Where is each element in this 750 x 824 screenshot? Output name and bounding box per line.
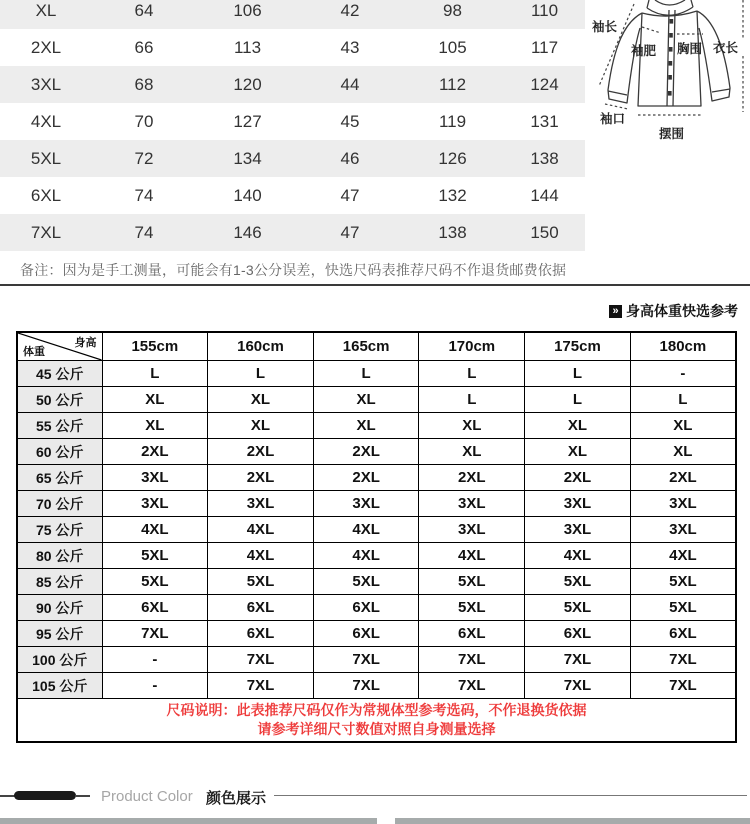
recommended-size-cell: 7XL: [419, 673, 525, 699]
recommended-size-cell: 4XL: [419, 543, 525, 569]
weight-table-row: [17, 595, 736, 621]
weight-label-cell: 80 公斤: [17, 543, 102, 569]
size-value-cell: 74: [134, 185, 154, 205]
recommended-size-cell: XL: [630, 413, 736, 439]
recommended-size-cell: L: [525, 361, 631, 387]
size-label-cell: XL: [35, 0, 57, 20]
recommended-size-cell: XL: [313, 413, 419, 439]
recommended-size-cell: 3XL: [630, 491, 736, 517]
corner-weight-label: 体重: [23, 346, 45, 358]
size-value-cell: 106: [233, 0, 262, 20]
recommended-size-cell: L: [102, 361, 208, 387]
recommended-size-cell: 7XL: [208, 673, 314, 699]
recommended-size-cell: 4XL: [208, 517, 314, 543]
hem-label: 摆围: [659, 127, 685, 141]
weight-label-cell: 100 公斤: [17, 647, 102, 673]
shirt-collar: [647, 0, 693, 15]
product-color-title-en: Product Color: [101, 788, 193, 805]
decorative-line: [0, 795, 15, 797]
size-table-row: [0, 177, 585, 214]
recommended-size-cell: -: [102, 647, 208, 673]
size-table-row: [0, 0, 585, 29]
decorative-black-bar: [14, 791, 76, 800]
weight-table-row: [17, 413, 736, 439]
recommended-size-cell: 5XL: [630, 569, 736, 595]
recommended-size-cell: 2XL: [208, 465, 314, 491]
recommended-size-cell: 3XL: [525, 491, 631, 517]
chest-label: 胸围: [677, 42, 703, 56]
size-value-cell: 45: [340, 111, 360, 131]
size-table-row: [0, 29, 585, 66]
recommended-size-cell: 4XL: [313, 517, 419, 543]
size-value-cell: 117: [530, 37, 559, 57]
recommended-size-cell: 5XL: [525, 595, 631, 621]
recommended-size-cell: 2XL: [208, 439, 314, 465]
weight-label-cell: 60 公斤: [17, 439, 102, 465]
height-column-header: 160cm: [208, 332, 314, 361]
recommended-size-cell: 7XL: [630, 647, 736, 673]
recommended-size-cell: 3XL: [419, 517, 525, 543]
shirt-right-sleeve: [697, 11, 730, 101]
recommended-size-cell: -: [102, 673, 208, 699]
size-value-cell: 120: [233, 74, 262, 94]
recommended-size-cell: XL: [525, 439, 631, 465]
cuff-label: 袖口: [600, 112, 626, 126]
size-value-cell: 70: [134, 111, 154, 131]
size-value-cell: 150: [530, 222, 559, 242]
height-weight-size-table: [16, 331, 737, 743]
size-value-cell: 68: [134, 74, 154, 94]
recommended-size-cell: 3XL: [208, 491, 314, 517]
weight-table-row: [17, 361, 736, 387]
recommended-size-cell: 7XL: [525, 647, 631, 673]
sleeve-length-measure-line: [599, 4, 634, 86]
recommended-size-cell: XL: [102, 387, 208, 413]
arrow-badge-icon: »: [609, 305, 622, 318]
height-column-header: 175cm: [525, 332, 631, 361]
size-value-cell: 98: [443, 0, 462, 20]
recommended-size-cell: L: [313, 361, 419, 387]
recommended-size-cell: 7XL: [525, 673, 631, 699]
recommended-size-cell: 5XL: [208, 569, 314, 595]
weight-table-row: [17, 387, 736, 413]
size-table-row: [0, 214, 585, 251]
size-value-cell: 105: [438, 37, 467, 57]
decorative-line: [274, 795, 747, 796]
recommended-size-cell: 5XL: [102, 543, 208, 569]
recommended-size-cell: XL: [208, 387, 314, 413]
weight-label-cell: 65 公斤: [17, 465, 102, 491]
recommended-size-cell: 7XL: [102, 621, 208, 647]
recommended-size-cell: 4XL: [208, 543, 314, 569]
recommended-size-cell: 6XL: [525, 621, 631, 647]
recommended-size-cell: L: [419, 361, 525, 387]
weight-label-cell: 75 公斤: [17, 517, 102, 543]
size-label-cell: 5XL: [30, 148, 62, 168]
size-value-cell: 138: [438, 222, 467, 242]
size-value-cell: 113: [233, 37, 262, 57]
table-header-row: [17, 332, 736, 361]
recommended-size-cell: 4XL: [525, 543, 631, 569]
size-value-cell: 64: [134, 0, 154, 20]
size-measurement-table: [0, 0, 585, 251]
size-table-row: [0, 140, 585, 177]
size-table-row: [0, 103, 585, 140]
size-value-cell: 134: [233, 148, 262, 168]
size-label-cell: 7XL: [30, 222, 62, 242]
corner-header-cell: [17, 332, 102, 361]
recommended-size-cell: XL: [525, 413, 631, 439]
weight-label-cell: 50 公斤: [17, 387, 102, 413]
size-value-cell: 132: [438, 185, 467, 205]
size-value-cell: 119: [438, 111, 467, 131]
weight-table-row: [17, 439, 736, 465]
recommended-size-cell: 3XL: [525, 517, 631, 543]
size-value-cell: 126: [438, 148, 467, 168]
size-value-cell: 138: [530, 148, 559, 168]
recommended-size-cell: 5XL: [525, 569, 631, 595]
recommended-size-cell: 2XL: [419, 465, 525, 491]
recommended-size-cell: 4XL: [630, 543, 736, 569]
recommended-size-cell: 5XL: [102, 569, 208, 595]
recommended-size-cell: 5XL: [419, 569, 525, 595]
recommended-size-cell: XL: [419, 413, 525, 439]
recommended-size-cell: 3XL: [313, 491, 419, 517]
size-table-row: [0, 66, 585, 103]
measurement-remark: 备注：因为是手工测量，可能会有1-3公分误差，快选尺码表推荐尺码不作退货邮费依据: [20, 262, 567, 278]
size-label-cell: 3XL: [30, 74, 62, 94]
weight-label-cell: 55 公斤: [17, 413, 102, 439]
recommended-size-cell: 3XL: [419, 491, 525, 517]
recommended-size-cell: L: [208, 361, 314, 387]
height-column-header: 170cm: [419, 332, 525, 361]
size-value-cell: 43: [340, 37, 360, 57]
size-value-cell: 47: [340, 185, 360, 205]
size-value-cell: 112: [438, 74, 467, 94]
product-color-section-header: [0, 787, 750, 805]
quick-reference-title: [609, 301, 738, 321]
recommended-size-cell: 7XL: [313, 647, 419, 673]
recommended-size-cell: XL: [102, 413, 208, 439]
size-note-row: [17, 699, 736, 743]
next-image-preview-right: [395, 818, 750, 824]
recommended-size-cell: 6XL: [419, 621, 525, 647]
recommended-size-cell: 2XL: [313, 465, 419, 491]
shirt-diagram-svg: [585, 0, 750, 155]
size-value-cell: 110: [530, 0, 559, 20]
weight-table-row: [17, 491, 736, 517]
size-value-cell: 131: [530, 111, 559, 131]
weight-label-cell: 95 公斤: [17, 621, 102, 647]
height-column-header: 165cm: [313, 332, 419, 361]
recommended-size-cell: XL: [630, 439, 736, 465]
recommended-size-cell: L: [630, 387, 736, 413]
recommended-size-cell: 6XL: [630, 621, 736, 647]
size-value-cell: 42: [340, 0, 360, 20]
sleeve-width-measure-line: [642, 27, 661, 33]
cuff-measure-line: [605, 104, 628, 109]
recommended-size-cell: 6XL: [313, 621, 419, 647]
recommended-size-cell: 4XL: [102, 517, 208, 543]
height-column-header: 180cm: [630, 332, 736, 361]
size-label-cell: 6XL: [30, 185, 62, 205]
recommended-size-cell: 6XL: [208, 595, 314, 621]
recommended-size-cell: L: [525, 387, 631, 413]
recommended-size-cell: 2XL: [313, 439, 419, 465]
quick-reference-title-text: 身高体重快选参考: [626, 303, 738, 319]
decorative-line: [75, 795, 90, 797]
garment-length-label: 衣长: [713, 41, 739, 55]
weight-table-row: [17, 543, 736, 569]
weight-label-cell: 70 公斤: [17, 491, 102, 517]
weight-label-cell: 85 公斤: [17, 569, 102, 595]
size-value-cell: 140: [233, 185, 262, 205]
recommended-size-cell: 6XL: [313, 595, 419, 621]
size-value-cell: 146: [233, 222, 262, 242]
size-note-line1: 尺码说明：此表推荐尺码仅作为常规体型参考选码，不作退换货依据: [166, 702, 587, 718]
recommended-size-cell: 7XL: [313, 673, 419, 699]
size-label-cell: 4XL: [30, 111, 62, 131]
sleeve-width-label: 袖肥: [631, 44, 657, 58]
recommended-size-cell: XL: [208, 413, 314, 439]
recommended-size-cell: 7XL: [419, 647, 525, 673]
recommended-size-cell: XL: [419, 439, 525, 465]
weight-label-cell: 105 公斤: [17, 673, 102, 699]
recommended-size-cell: 6XL: [102, 595, 208, 621]
size-value-cell: 72: [134, 148, 154, 168]
weight-table-row: [17, 569, 736, 595]
weight-label-cell: 90 公斤: [17, 595, 102, 621]
size-value-cell: 66: [134, 37, 154, 57]
height-column-header: 155cm: [102, 332, 208, 361]
size-value-cell: 124: [530, 74, 559, 94]
recommended-size-cell: 3XL: [102, 491, 208, 517]
recommended-size-cell: 3XL: [102, 465, 208, 491]
shirt-measurement-diagram: [585, 0, 750, 155]
weight-table-row: [17, 647, 736, 673]
size-note-line2: 请参考详细尺寸数值对照自身测量选择: [257, 721, 496, 737]
recommended-size-cell: 5XL: [313, 569, 419, 595]
recommended-size-cell: 3XL: [630, 517, 736, 543]
section-divider: [0, 284, 750, 286]
size-value-cell: 46: [340, 148, 360, 168]
weight-label-cell: 45 公斤: [17, 361, 102, 387]
sleeve-length-label: 袖长: [592, 20, 618, 34]
recommended-size-cell: 7XL: [208, 647, 314, 673]
recommended-size-cell: 5XL: [630, 595, 736, 621]
next-image-preview-left: [0, 818, 377, 824]
recommended-size-cell: L: [419, 387, 525, 413]
recommended-size-cell: 4XL: [313, 543, 419, 569]
recommended-size-cell: 5XL: [419, 595, 525, 621]
recommended-size-cell: -: [630, 361, 736, 387]
size-value-cell: 127: [233, 111, 262, 131]
size-note-cell: [17, 699, 736, 743]
weight-table-row: [17, 621, 736, 647]
size-value-cell: 47: [340, 222, 360, 242]
weight-table-row: [17, 673, 736, 699]
recommended-size-cell: 2XL: [525, 465, 631, 491]
recommended-size-cell: 2XL: [630, 465, 736, 491]
corner-height-label: 身高: [74, 337, 97, 349]
recommended-size-cell: 6XL: [208, 621, 314, 647]
size-label-cell: 2XL: [30, 37, 62, 57]
weight-table-row: [17, 465, 736, 491]
product-color-title-zh: 颜色展示: [206, 790, 267, 807]
recommended-size-cell: XL: [313, 387, 419, 413]
weight-table-row: [17, 517, 736, 543]
size-value-cell: 144: [530, 185, 559, 205]
recommended-size-cell: 2XL: [102, 439, 208, 465]
size-value-cell: 74: [134, 222, 154, 242]
recommended-size-cell: 7XL: [630, 673, 736, 699]
size-value-cell: 44: [340, 74, 360, 94]
